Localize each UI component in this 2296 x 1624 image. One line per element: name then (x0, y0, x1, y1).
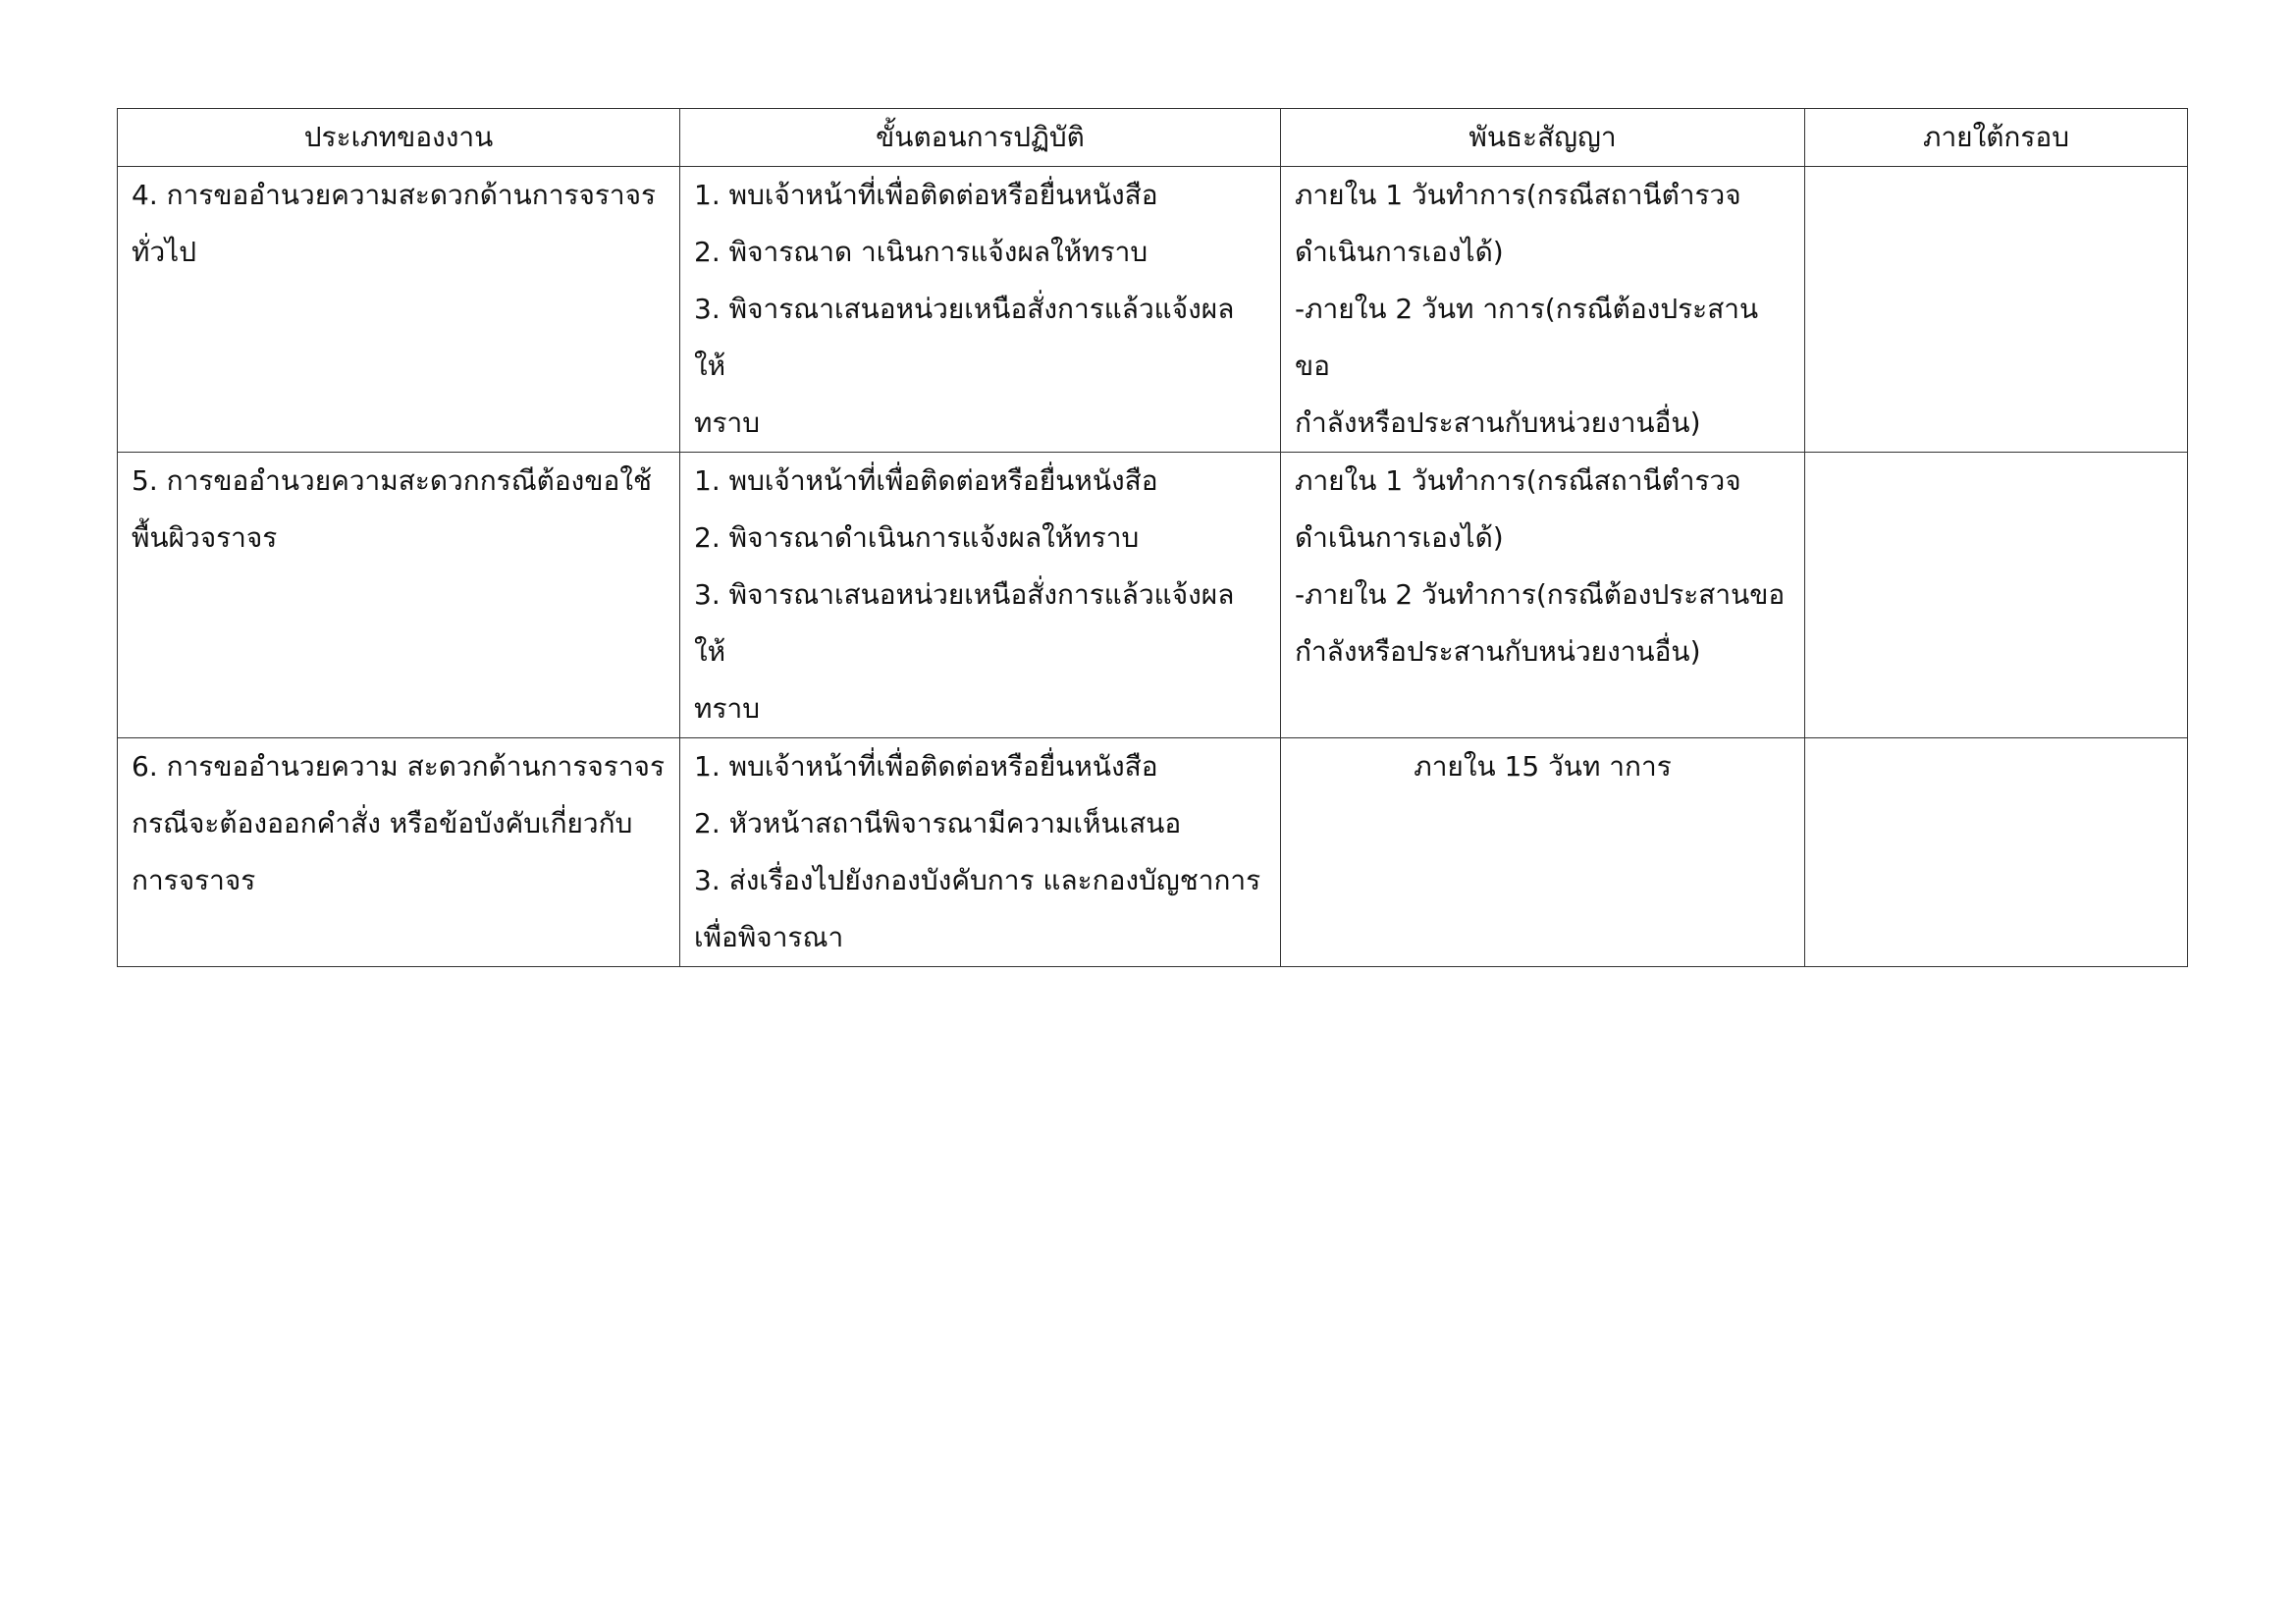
cell-work-type (118, 167, 680, 453)
cell-commitment (1281, 167, 1805, 453)
cell-line: 4. การขออำนวยความสะดวกด้านการจราจร (132, 179, 657, 211)
cell-line: 3. พิจารณาเสนอหน่วยเหนือสั่งการแล้วแจ้งผล ให้ (694, 293, 1235, 382)
cell-line: 6. การขออำนวยความ สะดวกด้านการจราจร (132, 750, 665, 783)
cell-line: การจราจร (132, 864, 256, 896)
cell-line: 3. ส่งเรื่องไปยังกองบังคับการ และกองบัญชาการ (694, 864, 1261, 896)
header-procedure: ขั้นตอนการปฏิบัติ (680, 109, 1281, 167)
cell-line: ทั่วไป (132, 236, 197, 268)
cell-work-type (118, 738, 680, 967)
cell-line: ทราบ (694, 692, 760, 725)
cell-line: 5. การขออำนวยความสะดวกกรณีต้องขอใช้ (132, 464, 652, 497)
header-under-framework: ภายใต้กรอบ (1805, 109, 2188, 167)
cell-line: -ภายใน 2 วันท าการ(กรณีต้องประสานขอ (1295, 293, 1759, 382)
table-row (118, 453, 2188, 738)
cell-line: ภายใน 15 วันท าการ (1414, 750, 1672, 783)
cell-line: 2. พิจารณาด าเนินการแจ้งผลให้ทราบ (694, 236, 1148, 268)
cell-line: กรณีจะต้องออกคำสั่ง หรือข้อบังคับเกี่ยวกับ (132, 807, 633, 839)
cell-procedure (680, 167, 1281, 453)
cell-procedure (680, 453, 1281, 738)
cell-line: ดำเนินการเองได้) (1295, 236, 1504, 268)
cell-line: กำลังหรือประสานกับหน่วยงานอื่น) (1295, 635, 1701, 668)
cell-commitment (1281, 738, 1805, 967)
cell-under-framework (1805, 738, 2188, 967)
cell-line: 1. พบเจ้าหน้าที่เพื่อติดต่อหรือยื่นหนังสือ (694, 464, 1158, 497)
cell-under-framework (1805, 167, 2188, 453)
cell-commitment (1281, 453, 1805, 738)
cell-line: ภายใน 1 วันทำการ(กรณีสถานีตำรวจ (1295, 464, 1741, 497)
header-work-type: ประเภทของงาน (118, 109, 680, 167)
cell-line: ภายใน 1 วันทำการ(กรณีสถานีตำรวจ (1295, 179, 1741, 211)
table-row (118, 167, 2188, 453)
table-header-row (118, 109, 2188, 167)
table-row (118, 738, 2188, 967)
cell-line: -ภายใน 2 วันทำการ(กรณีต้องประสานขอ (1295, 578, 1786, 611)
cell-line: 2. พิจารณาดำเนินการแจ้งผลให้ทราบ (694, 521, 1140, 554)
service-table (117, 108, 2188, 967)
cell-work-type (118, 453, 680, 738)
cell-line: 2. หัวหน้าสถานีพิจารณามีความเห็นเสนอ (694, 807, 1182, 839)
cell-line: ทราบ (694, 406, 760, 439)
cell-line: เพื่อพิจารณา (694, 921, 844, 953)
cell-line: 1. พบเจ้าหน้าที่เพื่อติดต่อหรือยื่นหนังสือ (694, 750, 1158, 783)
header-commitment: พันธะสัญญา (1281, 109, 1805, 167)
cell-line: 1. พบเจ้าหน้าที่เพื่อติดต่อหรือยื่นหนังสือ (694, 179, 1158, 211)
cell-line: พื้นผิวจราจร (132, 521, 278, 554)
cell-line: กำลังหรือประสานกับหน่วยงานอื่น) (1295, 406, 1701, 439)
cell-line: 3. พิจารณาเสนอหน่วยเหนือสั่งการแล้วแจ้งผล ให้ (694, 578, 1235, 668)
cell-line: ดำเนินการเองได้) (1295, 521, 1504, 554)
cell-under-framework (1805, 453, 2188, 738)
cell-procedure (680, 738, 1281, 967)
